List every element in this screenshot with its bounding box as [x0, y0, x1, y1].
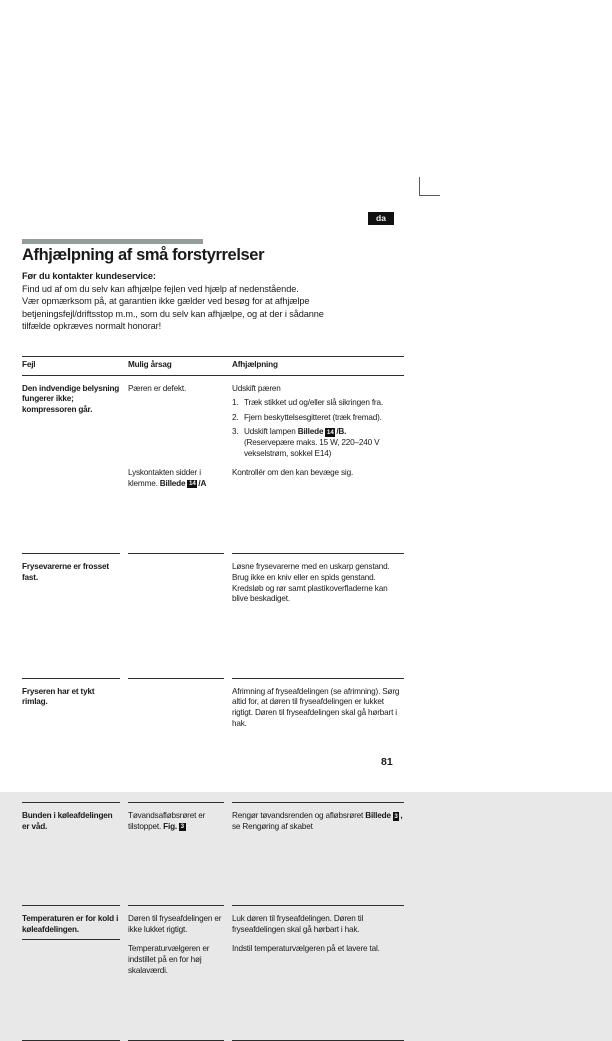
table-row — [22, 803, 404, 905]
fejl-cell: Den indvendige belysning fungerer ikke; kompressoren går. — [22, 383, 120, 414]
remedy-cell — [232, 384, 404, 460]
remedy-step — [232, 413, 404, 424]
figure-number-badge: 14 — [326, 428, 334, 436]
remedy-text: Løsne frysevarerne med en uskarp genstand. — [232, 562, 390, 572]
remedy-text: Rengør tøvandsrenden og afløbsrøret — [232, 811, 366, 821]
figure-number-badge: 3 — [180, 823, 185, 831]
intro-line: tilfælde opkræves normalt honorar! — [22, 321, 162, 332]
table-row — [22, 679, 404, 802]
cause-cell: Pæren er defekt. — [128, 383, 187, 393]
page-number: 81 — [381, 756, 393, 768]
remedy-cell: Luk døren til fryseafdelingen. Døren til fryseafdelingen skal gå hørbart i hak. — [232, 914, 364, 934]
figure-ref-suffix: /B. — [336, 427, 347, 437]
table-row — [22, 376, 404, 554]
troubleshooting-table — [22, 356, 404, 1041]
column-header-fejl: Fejl — [22, 360, 36, 369]
step-number: 2. — [232, 412, 239, 422]
fejl-cell — [22, 914, 120, 940]
column-header-aarsag: Mulig årsag — [128, 360, 172, 369]
column-header-afhjaelpning: Afhjælpning — [232, 360, 278, 369]
remedy-text-tail: se Rengøring af skabet — [232, 821, 313, 831]
fejl-cell: Fryseren har et tykt rimlag. — [22, 686, 95, 707]
intro-heading: Før du kontakter kundeservice: — [22, 271, 156, 281]
intro-paragraph — [22, 283, 324, 333]
table-row — [22, 554, 404, 677]
remedy-text: Brug ikke en kniv eller en spids genstand. — [232, 572, 376, 582]
remedy-text: Kredsløb og rør samt plastikoverfladerne kan blive beskadiget. — [232, 583, 388, 604]
row-separator — [22, 678, 404, 679]
remedy-cell: Indstil temperaturvælgeren på et lavere tal. — [232, 944, 380, 954]
cause-cell — [128, 811, 224, 832]
figure-number-badge: 14 — [188, 480, 196, 488]
cause-text: Lyskontakten sidder i klemme. — [128, 468, 201, 488]
cause-cell — [128, 468, 224, 489]
figure-ref-label: Billede — [365, 811, 393, 821]
figure-ref-suffix: , — [400, 811, 403, 821]
page-title: Afhjælpning af små forstyrrelser — [22, 246, 265, 264]
step-text: Træk stikket ud og/eller slå sikringen fra. — [244, 398, 383, 408]
step-text — [244, 427, 404, 459]
cause-text: Tøvandsafløbsrøret er tilstoppet. — [128, 811, 206, 831]
step-detail: (Reservepære maks. 15 W, 220–240 V vekselstrøm, sokkel E14) — [244, 437, 380, 458]
remedy-intro: Udskift pæren — [232, 383, 281, 393]
intro-line: Vær opmærksom på, at garantien ikke gælder ved besøg for at afhjælpe — [22, 296, 310, 307]
figure-number-badge: 3 — [394, 812, 398, 820]
row-separator — [22, 905, 404, 906]
remedy-cell: Afrimning af fryseafdelingen (se afrimning). Sørg altid for, at døren til fryseafdelingen er lukket rigtigt. Døren til fryseafdelingen skal gå hørbart i hak. — [232, 686, 400, 728]
row-separator — [22, 802, 404, 803]
remedy-cell — [232, 811, 404, 832]
cause-cell: Døren til fryseafdelingen er ikke lukket rigtigt. — [128, 914, 222, 934]
step-number: 1. — [232, 398, 239, 408]
fejl-cell: Bunden i køleafdelingen er våd. — [22, 811, 113, 831]
cause-cell — [128, 562, 224, 604]
figure-ref-label: Fig. — [163, 821, 180, 831]
section-accent-bar — [22, 239, 203, 244]
table-header-row — [22, 356, 404, 376]
intro-line: Find ud af om du selv kan afhjælpe fejlen ved hjælp af nedenstående. — [22, 284, 299, 294]
step-number: 3. — [232, 427, 239, 437]
cause-cell — [128, 687, 224, 729]
figure-ref-suffix: /A — [198, 478, 207, 488]
figure-ref-label: Billede — [297, 427, 326, 437]
lang-badge: da — [368, 212, 394, 225]
figure-ref-label: Billede — [159, 478, 188, 488]
crop-mark — [419, 177, 440, 196]
cause-cell: Temperaturvælgeren er indstillet på en for høj skalaværdi. — [128, 944, 210, 975]
remedy-cell: Kontrollér om den kan bevæge sig. — [232, 468, 354, 478]
remedy-step — [232, 427, 404, 459]
row-separator — [22, 553, 404, 554]
step-text-pre: Udskift lampen — [244, 427, 298, 437]
remedy-cell — [232, 562, 404, 604]
remedy-step — [232, 398, 404, 409]
step-text: Fjern beskyttelsesgitteret (træk fremad). — [244, 412, 382, 422]
table-row — [22, 906, 404, 1040]
intro-line: betjeningsfejl/driftsstop m.m., som du selv kan afhjælpe, og at der i sådanne — [22, 308, 324, 319]
fejl-text: Temperaturen er for kold i køleafdelingen. — [22, 914, 120, 940]
fejl-cell: Frysevarerne er frosset fast. — [22, 562, 109, 582]
